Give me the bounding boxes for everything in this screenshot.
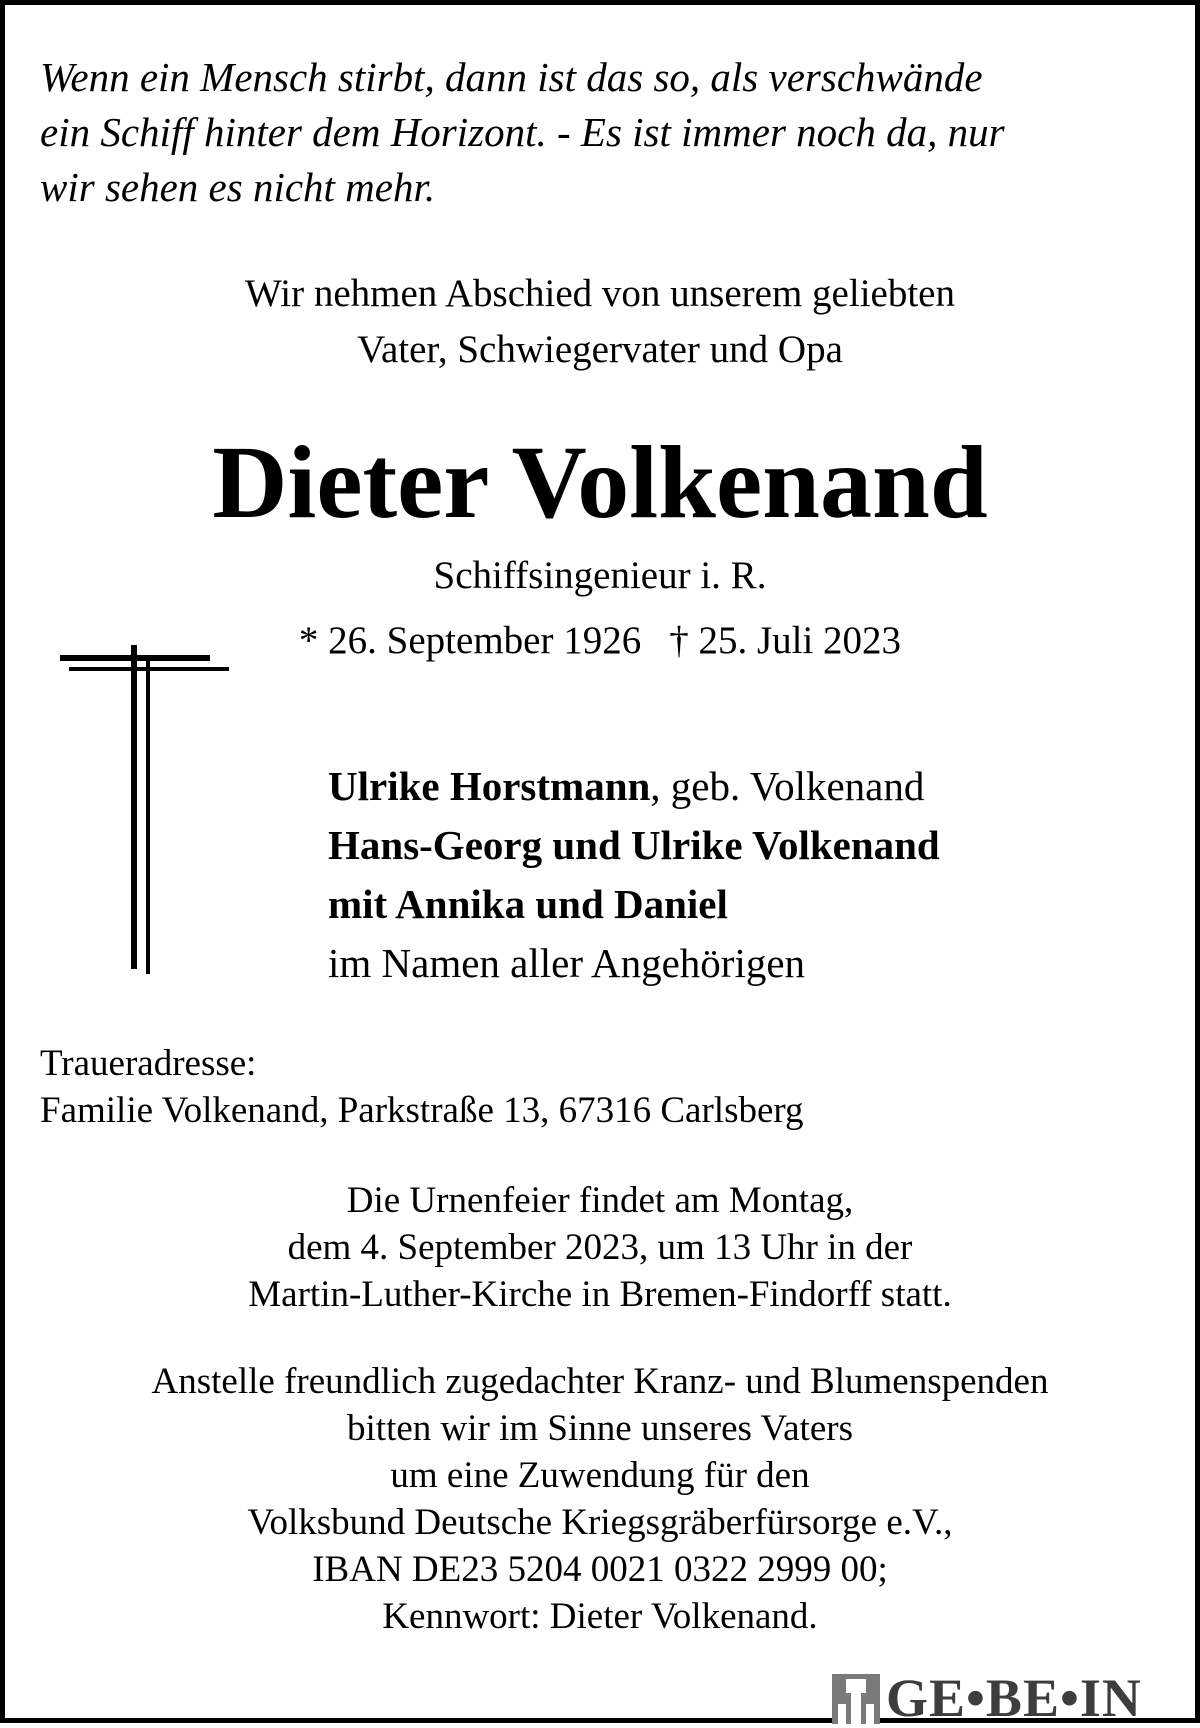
death-date: † 25. Juli 2023: [669, 619, 902, 662]
donation-line: Volksbund Deutsche Kriegsgräberfürsorge e.V.,: [247, 1502, 953, 1543]
quote-line: Wenn ein Mensch stirbt, dann ist das so, als verschwände: [40, 54, 983, 100]
deceased-name: Dieter Volkenand: [212, 425, 988, 540]
publisher-logo: [832, 1668, 1142, 1728]
donation-line: um eine Zuwendung für den: [390, 1455, 810, 1496]
farewell-intro: [0, 266, 1200, 378]
memorial-quote: [40, 50, 1170, 215]
ceremony-info: [0, 1177, 1200, 1318]
mourner-closing: im Namen aller Angehörigen: [328, 940, 806, 986]
quote-line: wir sehen es nicht mehr.: [40, 164, 436, 210]
quote-line: ein Schiff hinter dem Horizont. - Es ist immer noch da, nur: [40, 109, 1005, 155]
donation-line: Kennwort: Dieter Volkenand.: [382, 1596, 818, 1637]
intro-line: Wir nehmen Abschied von unserem geliebten: [245, 272, 955, 315]
ceremony-line: dem 4. September 2023, um 13 Uhr in der: [287, 1227, 913, 1268]
mourner-line: [328, 816, 940, 875]
mourner-name: mit Annika und Daniel: [328, 881, 728, 927]
donation-line: Anstelle freundlich zugedachter Kranz- und Blumenspenden: [151, 1361, 1049, 1402]
mourner-maiden-name: , geb. Volkenand: [650, 763, 925, 809]
birth-date: * 26. September 1926: [298, 619, 642, 662]
mourning-address: [40, 1040, 804, 1134]
donation-line: bitten wir im Sinne unseres Vaters: [347, 1408, 853, 1449]
ceremony-line: Martin-Luther-Kirche in Bremen-Findorff statt.: [248, 1274, 952, 1315]
mourner-name: Ulrike Horstmann: [328, 763, 651, 809]
address-value: Familie Volkenand, Parkstraße 13, 67316 Carlsberg: [40, 1090, 804, 1131]
gebein-logo-mark-icon: [832, 1674, 880, 1724]
mourner-name: Hans-Georg und Ulrike Volkenand: [328, 822, 940, 868]
mourners-list: [328, 757, 940, 993]
cross-icon: [60, 645, 260, 1010]
mourner-line: [328, 757, 940, 816]
donation-request: [0, 1358, 1200, 1640]
donation-line: IBAN DE23 5204 0021 0322 2999 00;: [312, 1549, 888, 1590]
address-label: Traueradresse:: [40, 1043, 257, 1084]
deceased-profession: Schiffsingenieur i. R.: [433, 554, 767, 597]
ceremony-line: Die Urnenfeier findet am Montag,: [346, 1180, 854, 1221]
logo-text: GE•BE•IN: [886, 1668, 1142, 1728]
mourner-line: [328, 875, 940, 934]
intro-line: Vater, Schwiegervater und Opa: [357, 328, 843, 371]
